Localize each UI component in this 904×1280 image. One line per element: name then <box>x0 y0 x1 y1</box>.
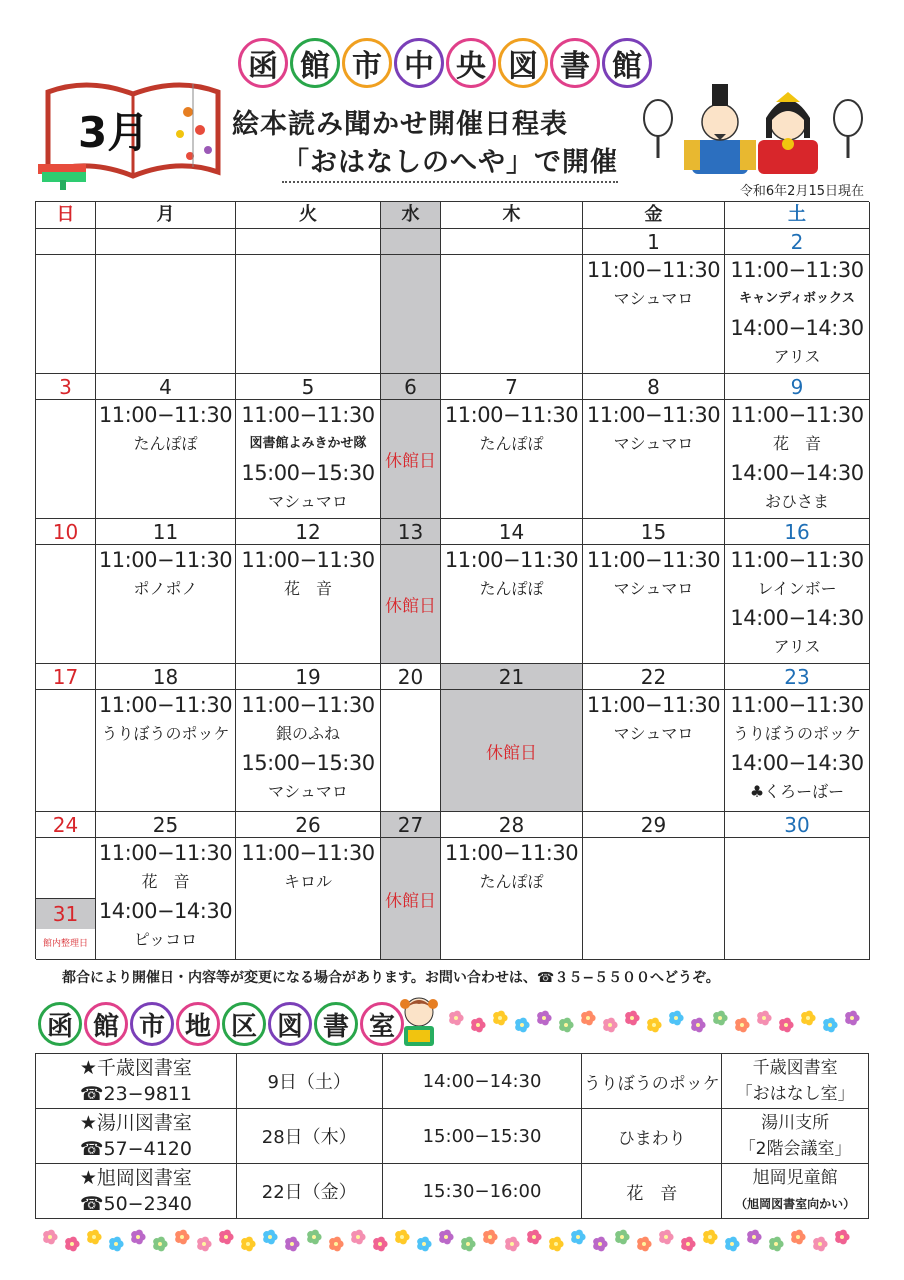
day-events <box>725 400 870 519</box>
flower-icon <box>801 1011 815 1026</box>
event-group: 図書館よみきかせ隊 <box>249 436 367 451</box>
event-group: おひさま <box>764 492 829 511</box>
date-number <box>236 229 381 255</box>
event-time: 11:00−11:30 <box>98 548 233 572</box>
date-number: 5 <box>236 374 381 400</box>
flower-icon <box>307 1230 321 1245</box>
flower-icon <box>593 1237 607 1252</box>
event-group: たんぽぽ <box>479 434 544 453</box>
branch-place: 旭岡児童館 <box>752 1168 838 1188</box>
branch-group: ひまわり <box>582 1109 722 1164</box>
date-number: 25 <box>96 812 236 838</box>
day-events <box>96 545 236 664</box>
day-events <box>441 838 583 960</box>
title-char: 書 <box>550 38 600 88</box>
date-number: 22 <box>583 664 725 690</box>
closed-day-label: 休館日 <box>385 451 436 472</box>
day-events <box>236 545 381 664</box>
date-number: 23 <box>725 664 870 690</box>
flower-icon <box>713 1011 727 1026</box>
event-group: マシュマロ <box>268 492 348 511</box>
flower-icon <box>449 1011 463 1026</box>
event-group: うりぼうのポッケ <box>732 724 861 743</box>
closed-day-label: 休館日 <box>385 596 436 617</box>
day-events <box>441 255 583 374</box>
branch-row <box>36 1164 869 1219</box>
weekday-header: 月 <box>96 202 236 229</box>
day-events <box>725 255 870 374</box>
flower-icon <box>65 1237 79 1252</box>
event-group: ♣くろーばー <box>749 782 845 801</box>
date-number <box>441 229 583 255</box>
hina-dolls-illustration <box>640 78 866 178</box>
event-time: 11:00−11:30 <box>241 841 375 865</box>
flower-icon <box>691 1018 705 1033</box>
event-group: ポノポノ <box>133 579 198 598</box>
day-events <box>96 400 236 519</box>
event-time: 14:00−14:30 <box>730 461 864 485</box>
day-events <box>725 545 870 664</box>
date-number: 3 <box>36 374 96 400</box>
day-31 <box>36 898 96 958</box>
event-time: 11:00−11:30 <box>730 403 864 427</box>
flower-icon <box>735 1018 749 1033</box>
event-time: 11:00−11:30 <box>98 403 233 427</box>
day-events <box>583 545 725 664</box>
day-events <box>381 545 441 664</box>
inventory-day-note: 館内整理日 <box>36 929 95 959</box>
day-events <box>236 690 381 812</box>
branch-room: 「おはなし室」 <box>735 1084 855 1104</box>
branch-title-char: 函 <box>38 1002 82 1046</box>
branch-date: 28日（木） <box>236 1109 382 1164</box>
reading-calendar <box>35 201 869 959</box>
flower-icon <box>835 1230 849 1245</box>
day-events <box>36 690 96 812</box>
flower-icon <box>87 1230 101 1245</box>
day-events <box>381 255 441 374</box>
date-number: 19 <box>236 664 381 690</box>
branch-place: 千歳図書室 <box>752 1058 838 1078</box>
event-group: 花 音 <box>141 872 190 891</box>
branch-place-cell <box>722 1054 869 1109</box>
date-number: 17 <box>36 664 96 690</box>
venue-subtitle: 「おはなしのへや」で開催 <box>282 140 618 183</box>
branch-name-cell <box>36 1164 237 1219</box>
date-number: 15 <box>583 519 725 545</box>
date-number: 18 <box>96 664 236 690</box>
branch-name: ★旭岡図書室 <box>79 1167 192 1189</box>
day-events <box>236 255 381 374</box>
flower-icon <box>615 1230 629 1245</box>
event-time: 14:00−14:30 <box>730 316 864 340</box>
flower-icon <box>647 1018 661 1033</box>
event-group: ピッコロ <box>133 930 198 949</box>
branch-place-cell <box>722 1109 869 1164</box>
flower-icon <box>285 1237 299 1252</box>
closed-day-label: 休館日 <box>385 891 436 911</box>
day-events <box>583 255 725 374</box>
flower-icon <box>527 1230 541 1245</box>
day-events <box>441 400 583 519</box>
event-group: 花 音 <box>772 434 821 453</box>
day-events <box>725 838 870 960</box>
weekday-header: 金 <box>583 202 725 229</box>
event-time: 11:00−11:30 <box>241 403 375 427</box>
date-number: 30 <box>725 812 870 838</box>
flower-icon <box>703 1230 717 1245</box>
event-time: 15:00−15:30 <box>241 461 375 485</box>
title-char: 央 <box>446 38 496 88</box>
day-events <box>236 400 381 519</box>
flower-border-top <box>446 1006 860 1036</box>
branch-name-cell <box>36 1109 237 1164</box>
event-group: うりぼうのポッケ <box>101 724 230 743</box>
event-time: 14:00−14:30 <box>98 899 233 923</box>
flower-icon <box>537 1011 551 1026</box>
date-number: 29 <box>583 812 725 838</box>
flower-icon <box>725 1237 739 1252</box>
flower-icon <box>351 1230 365 1245</box>
flower-icon <box>43 1230 57 1245</box>
flower-icon <box>669 1011 683 1026</box>
event-group: マシュマロ <box>613 434 694 453</box>
date-number: 12 <box>236 519 381 545</box>
day-events <box>725 690 870 812</box>
flower-icon <box>515 1018 529 1033</box>
flower-icon <box>493 1011 507 1026</box>
branch-name: ★湯川図書室 <box>79 1112 192 1134</box>
weekday-header: 火 <box>236 202 381 229</box>
date-number: 20 <box>381 664 441 690</box>
event-time: 11:00−11:30 <box>444 548 579 572</box>
event-time: 14:00−14:30 <box>730 606 864 630</box>
branch-title-char: 室 <box>360 1002 404 1046</box>
branch-time: 15:00−15:30 <box>382 1109 582 1164</box>
flower-icon <box>625 1011 639 1026</box>
event-group: マシュマロ <box>613 289 694 308</box>
day-events <box>96 690 236 812</box>
event-group: キャンディボックス <box>739 291 855 306</box>
flower-icon <box>109 1237 123 1252</box>
branch-time: 15:30−16:00 <box>382 1164 582 1219</box>
branch-place: 湯川支所 <box>761 1113 830 1133</box>
event-group: たんぽぽ <box>479 872 544 891</box>
event-time: 14:00−14:30 <box>730 751 864 775</box>
day-events <box>441 690 583 812</box>
event-group: キロル <box>283 872 332 891</box>
title-char: 中 <box>394 38 444 88</box>
branch-room: （旭岡図書室向かい） <box>735 1197 856 1211</box>
flower-icon <box>813 1237 827 1252</box>
event-time: 11:00−11:30 <box>444 841 579 865</box>
day-events <box>36 400 96 519</box>
title-char: 市 <box>342 38 392 88</box>
flower-icon <box>559 1018 573 1033</box>
branch-title-char: 区 <box>222 1002 266 1046</box>
flower-icon <box>571 1230 585 1245</box>
day-events <box>236 838 381 960</box>
date-number <box>96 229 236 255</box>
day-events <box>36 255 96 374</box>
flower-icon <box>241 1237 255 1252</box>
branch-schedule-table <box>35 1053 869 1219</box>
event-time: 11:00−11:30 <box>98 841 233 865</box>
event-time: 11:00−11:30 <box>586 548 721 572</box>
date-number: 8 <box>583 374 725 400</box>
flower-icon <box>175 1230 189 1245</box>
title-char: 函 <box>238 38 288 88</box>
flower-icon <box>505 1237 519 1252</box>
date-number: 24 <box>36 812 96 838</box>
title-char: 館 <box>602 38 652 88</box>
child-reading-illustration <box>396 994 442 1050</box>
date-number: 13 <box>381 519 441 545</box>
date-number <box>36 229 96 255</box>
flower-icon <box>581 1011 595 1026</box>
event-group: たんぽぽ <box>133 434 198 453</box>
date-number: 4 <box>96 374 236 400</box>
date-number: 27 <box>381 812 441 838</box>
date-number: 21 <box>441 664 583 690</box>
flower-icon <box>219 1230 233 1245</box>
flower-icon <box>153 1237 167 1252</box>
event-group: 銀のふね <box>275 724 340 743</box>
closed-day-label: 休館日 <box>486 743 537 763</box>
flower-icon <box>263 1230 277 1245</box>
flower-icon <box>439 1230 453 1245</box>
weekday-header: 水 <box>381 202 441 229</box>
date-number-31: 31 <box>52 902 79 926</box>
schedule-subtitle: 絵本読み聞かせ開催日程表 <box>232 109 568 140</box>
date-number: 9 <box>725 374 870 400</box>
flower-border-bottom <box>40 1224 864 1256</box>
event-group: マシュマロ <box>613 724 694 743</box>
branch-title-char: 市 <box>130 1002 174 1046</box>
weekday-header: 日 <box>36 202 96 229</box>
flower-icon <box>329 1237 343 1252</box>
flower-icon <box>845 1011 859 1026</box>
event-group: たんぽぽ <box>479 579 544 598</box>
day-events <box>381 690 441 812</box>
branch-title-char: 図 <box>268 1002 312 1046</box>
day-events <box>441 545 583 664</box>
day-events <box>381 400 441 519</box>
event-time: 11:00−11:30 <box>586 693 721 717</box>
branch-phone: ☎23−9811 <box>79 1083 192 1105</box>
page-title <box>238 38 652 88</box>
day-events <box>381 838 441 960</box>
branch-section-title <box>38 1002 404 1046</box>
event-time: 11:00−11:30 <box>586 258 721 282</box>
event-group: レインボー <box>757 579 837 598</box>
flower-icon <box>659 1230 673 1245</box>
branch-name-cell <box>36 1054 237 1109</box>
date-number <box>381 229 441 255</box>
flower-icon <box>549 1237 563 1252</box>
branch-name: ★千歳図書室 <box>79 1057 192 1079</box>
flower-icon <box>779 1018 793 1033</box>
flower-icon <box>769 1237 783 1252</box>
date-number: 16 <box>725 519 870 545</box>
date-number: 28 <box>441 812 583 838</box>
date-number: 26 <box>236 812 381 838</box>
weekday-header: 木 <box>441 202 583 229</box>
date-number: 1 <box>583 229 725 255</box>
branch-row <box>36 1109 869 1164</box>
day-events <box>96 838 236 960</box>
event-time: 15:00−15:30 <box>241 751 375 775</box>
event-time: 11:00−11:30 <box>98 693 233 717</box>
day-events <box>583 400 725 519</box>
event-group: マシュマロ <box>613 579 694 598</box>
flower-icon <box>461 1237 475 1252</box>
flower-icon <box>823 1018 837 1033</box>
flower-icon <box>197 1237 211 1252</box>
branch-phone: ☎50−2340 <box>79 1193 192 1215</box>
branch-title-char: 館 <box>84 1002 128 1046</box>
day-events <box>36 545 96 664</box>
branch-row <box>36 1054 869 1109</box>
flower-icon <box>791 1230 805 1245</box>
flower-icon <box>637 1237 651 1252</box>
date-number: 2 <box>725 229 870 255</box>
branch-time: 14:00−14:30 <box>382 1054 582 1109</box>
event-group: アリス <box>773 637 821 656</box>
flower-icon <box>483 1230 497 1245</box>
date-number: 6 <box>381 374 441 400</box>
day-events <box>96 255 236 374</box>
as-of-date: 令和6年2月15日現在 <box>739 184 864 199</box>
branch-date: 9日（土） <box>236 1054 382 1109</box>
branch-group: うりぼうのポッケ <box>582 1054 722 1109</box>
branch-title-char: 地 <box>176 1002 220 1046</box>
flower-icon <box>757 1011 771 1026</box>
weekday-header: 土 <box>725 202 870 229</box>
branch-place-cell <box>722 1164 869 1219</box>
flower-icon <box>603 1018 617 1033</box>
flower-icon <box>681 1237 695 1252</box>
event-time: 11:00−11:30 <box>444 403 579 427</box>
flower-icon <box>417 1237 431 1252</box>
flower-icon <box>395 1230 409 1245</box>
event-time: 11:00−11:30 <box>730 693 864 717</box>
event-time: 11:00−11:30 <box>730 258 864 282</box>
flower-icon <box>471 1018 485 1033</box>
flower-icon <box>373 1237 387 1252</box>
event-time: 11:00−11:30 <box>241 548 375 572</box>
month-label: 3月 <box>78 108 150 157</box>
date-number: 7 <box>441 374 583 400</box>
branch-room: 「2階会議室」 <box>738 1139 852 1159</box>
day-events <box>583 838 725 960</box>
day-events <box>583 690 725 812</box>
title-char: 館 <box>290 38 340 88</box>
branch-phone: ☎57−4120 <box>79 1138 192 1160</box>
event-group: 花 音 <box>283 579 332 598</box>
date-number: 11 <box>96 519 236 545</box>
event-time: 11:00−11:30 <box>586 403 721 427</box>
flower-icon <box>747 1230 761 1245</box>
change-notice: 都合により開催日・内容等が変更になる場合があります。お問い合わせは、☎３５−５５００へどうぞ。 <box>62 970 720 986</box>
date-number: 10 <box>36 519 96 545</box>
event-time: 11:00−11:30 <box>241 693 375 717</box>
branch-date: 22日（金） <box>236 1164 382 1219</box>
branch-title-char: 書 <box>314 1002 358 1046</box>
title-char: 図 <box>498 38 548 88</box>
branch-group: 花 音 <box>582 1164 722 1219</box>
event-group: アリス <box>773 347 821 366</box>
event-time: 11:00−11:30 <box>730 548 864 572</box>
event-group: マシュマロ <box>268 782 348 801</box>
date-number: 14 <box>441 519 583 545</box>
flower-icon <box>131 1230 145 1245</box>
